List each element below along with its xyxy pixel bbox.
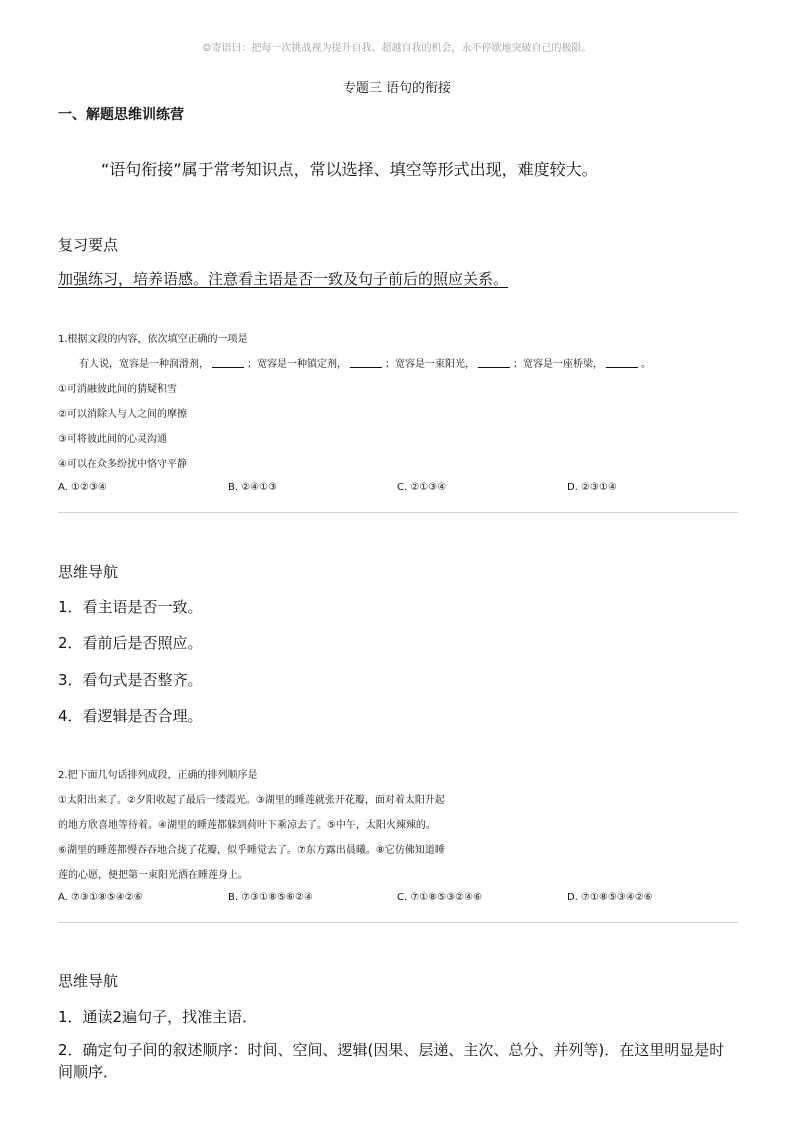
fill-blank bbox=[350, 367, 382, 368]
divider bbox=[58, 922, 738, 923]
passage-part: 。 bbox=[641, 359, 651, 370]
nav-2-item: 1．通读2遍句子，找准主语． bbox=[58, 1008, 258, 1026]
question-2-option-d[interactable]: D. ⑦①⑧⑤③④②⑥ bbox=[567, 892, 653, 903]
question-1-item: ④可以在众多纷扰中恪守平静 bbox=[58, 459, 187, 470]
question-2-option-b[interactable]: B. ⑦③①⑧⑤⑥②④ bbox=[228, 892, 313, 903]
question-1-option-c[interactable]: C. ②①③④ bbox=[397, 482, 447, 493]
question-1-item: ①可消融彼此间的猜疑积雪 bbox=[58, 384, 177, 395]
question-2-line: ⑥湖里的睡莲都慢吞吞地合拢了花瓣，似乎睡觉去了。⑦东方露出晨曦。⑧它仿佛知道睡 bbox=[58, 845, 445, 856]
question-2-option-a[interactable]: A. ⑦③①⑧⑤④②⑥ bbox=[58, 892, 143, 903]
question-1-item: ③可将彼此间的心灵沟通 bbox=[58, 434, 167, 445]
question-1-passage bbox=[79, 355, 651, 370]
question-2-stem: 2.把下面几句话排列成段，正确的排列顺序是 bbox=[58, 770, 258, 781]
nav-1-item: 3．看句式是否整齐。 bbox=[58, 671, 203, 689]
fill-blank bbox=[212, 367, 244, 368]
question-1-stem: 1.根据文段的内容，依次填空正确的一项是 bbox=[58, 334, 248, 345]
fill-blank bbox=[606, 367, 638, 368]
intro-paragraph: “语句衔接”属于常考知识点，常以选择、填空等形式出现，难度较大。 bbox=[101, 160, 598, 179]
nav-1-label: 思维导航 bbox=[58, 563, 119, 581]
nav-2-item: 2．确定句子间的叙述顺序：时间、空间、逻辑(因果、层递、主次、总分、并列等)．在这里明显是时间顺序． bbox=[58, 1041, 725, 1081]
question-2-line: 的地方欣喜地等待着。④湖里的睡莲都躲到荷叶下乘凉去了。⑤中午，太阳火辣辣的。 bbox=[58, 820, 436, 831]
question-1-option-b[interactable]: B. ②④①③ bbox=[228, 482, 278, 493]
nav-2-label: 思维导航 bbox=[58, 972, 119, 990]
fill-blank bbox=[478, 367, 510, 368]
watermark: ☺寄语曰：把每一次挑战视为提升自我、超越自我的机会，永不停歇地突破自己的极限。 bbox=[202, 43, 592, 54]
passage-part: ；宽容是一束阳光， bbox=[385, 359, 475, 370]
section-heading: 一、解题思维训练营 bbox=[58, 107, 184, 123]
passage-part: ；宽容是一座桥梁， bbox=[513, 359, 603, 370]
review-label: 复习要点 bbox=[58, 236, 119, 254]
question-2-line: ①太阳出来了。②夕阳收起了最后一缕霞光。③湖里的睡莲就张开花瓣，面对着太阳升起 bbox=[58, 795, 445, 806]
divider bbox=[58, 512, 738, 513]
question-1-option-a[interactable]: A. ①②③④ bbox=[58, 482, 107, 493]
question-2-option-c[interactable]: C. ⑦①⑧⑤③②④⑥ bbox=[397, 892, 483, 903]
question-2-line: 莲的心愿，便把第一束阳光洒在睡莲身上。 bbox=[58, 870, 248, 881]
passage-part: 有人说，宽容是一种润滑剂， bbox=[79, 359, 209, 370]
nav-1-item: 2．看前后是否照应。 bbox=[58, 634, 203, 652]
nav-1-item: 1．看主语是否一致。 bbox=[58, 598, 203, 616]
question-1-item: ②可以消除人与人之间的摩擦 bbox=[58, 409, 187, 420]
passage-part: ；宽容是一种镇定剂， bbox=[247, 359, 347, 370]
review-emphasis: 加强练习，培养语感。注意看主语是否一致及句子前后的照应关系。 bbox=[58, 270, 509, 288]
document-title: 专题三 语句的衔接 bbox=[342, 81, 452, 96]
nav-1-item: 4．看逻辑是否合理。 bbox=[58, 707, 203, 725]
question-1-option-d[interactable]: D. ②③①④ bbox=[567, 482, 617, 493]
